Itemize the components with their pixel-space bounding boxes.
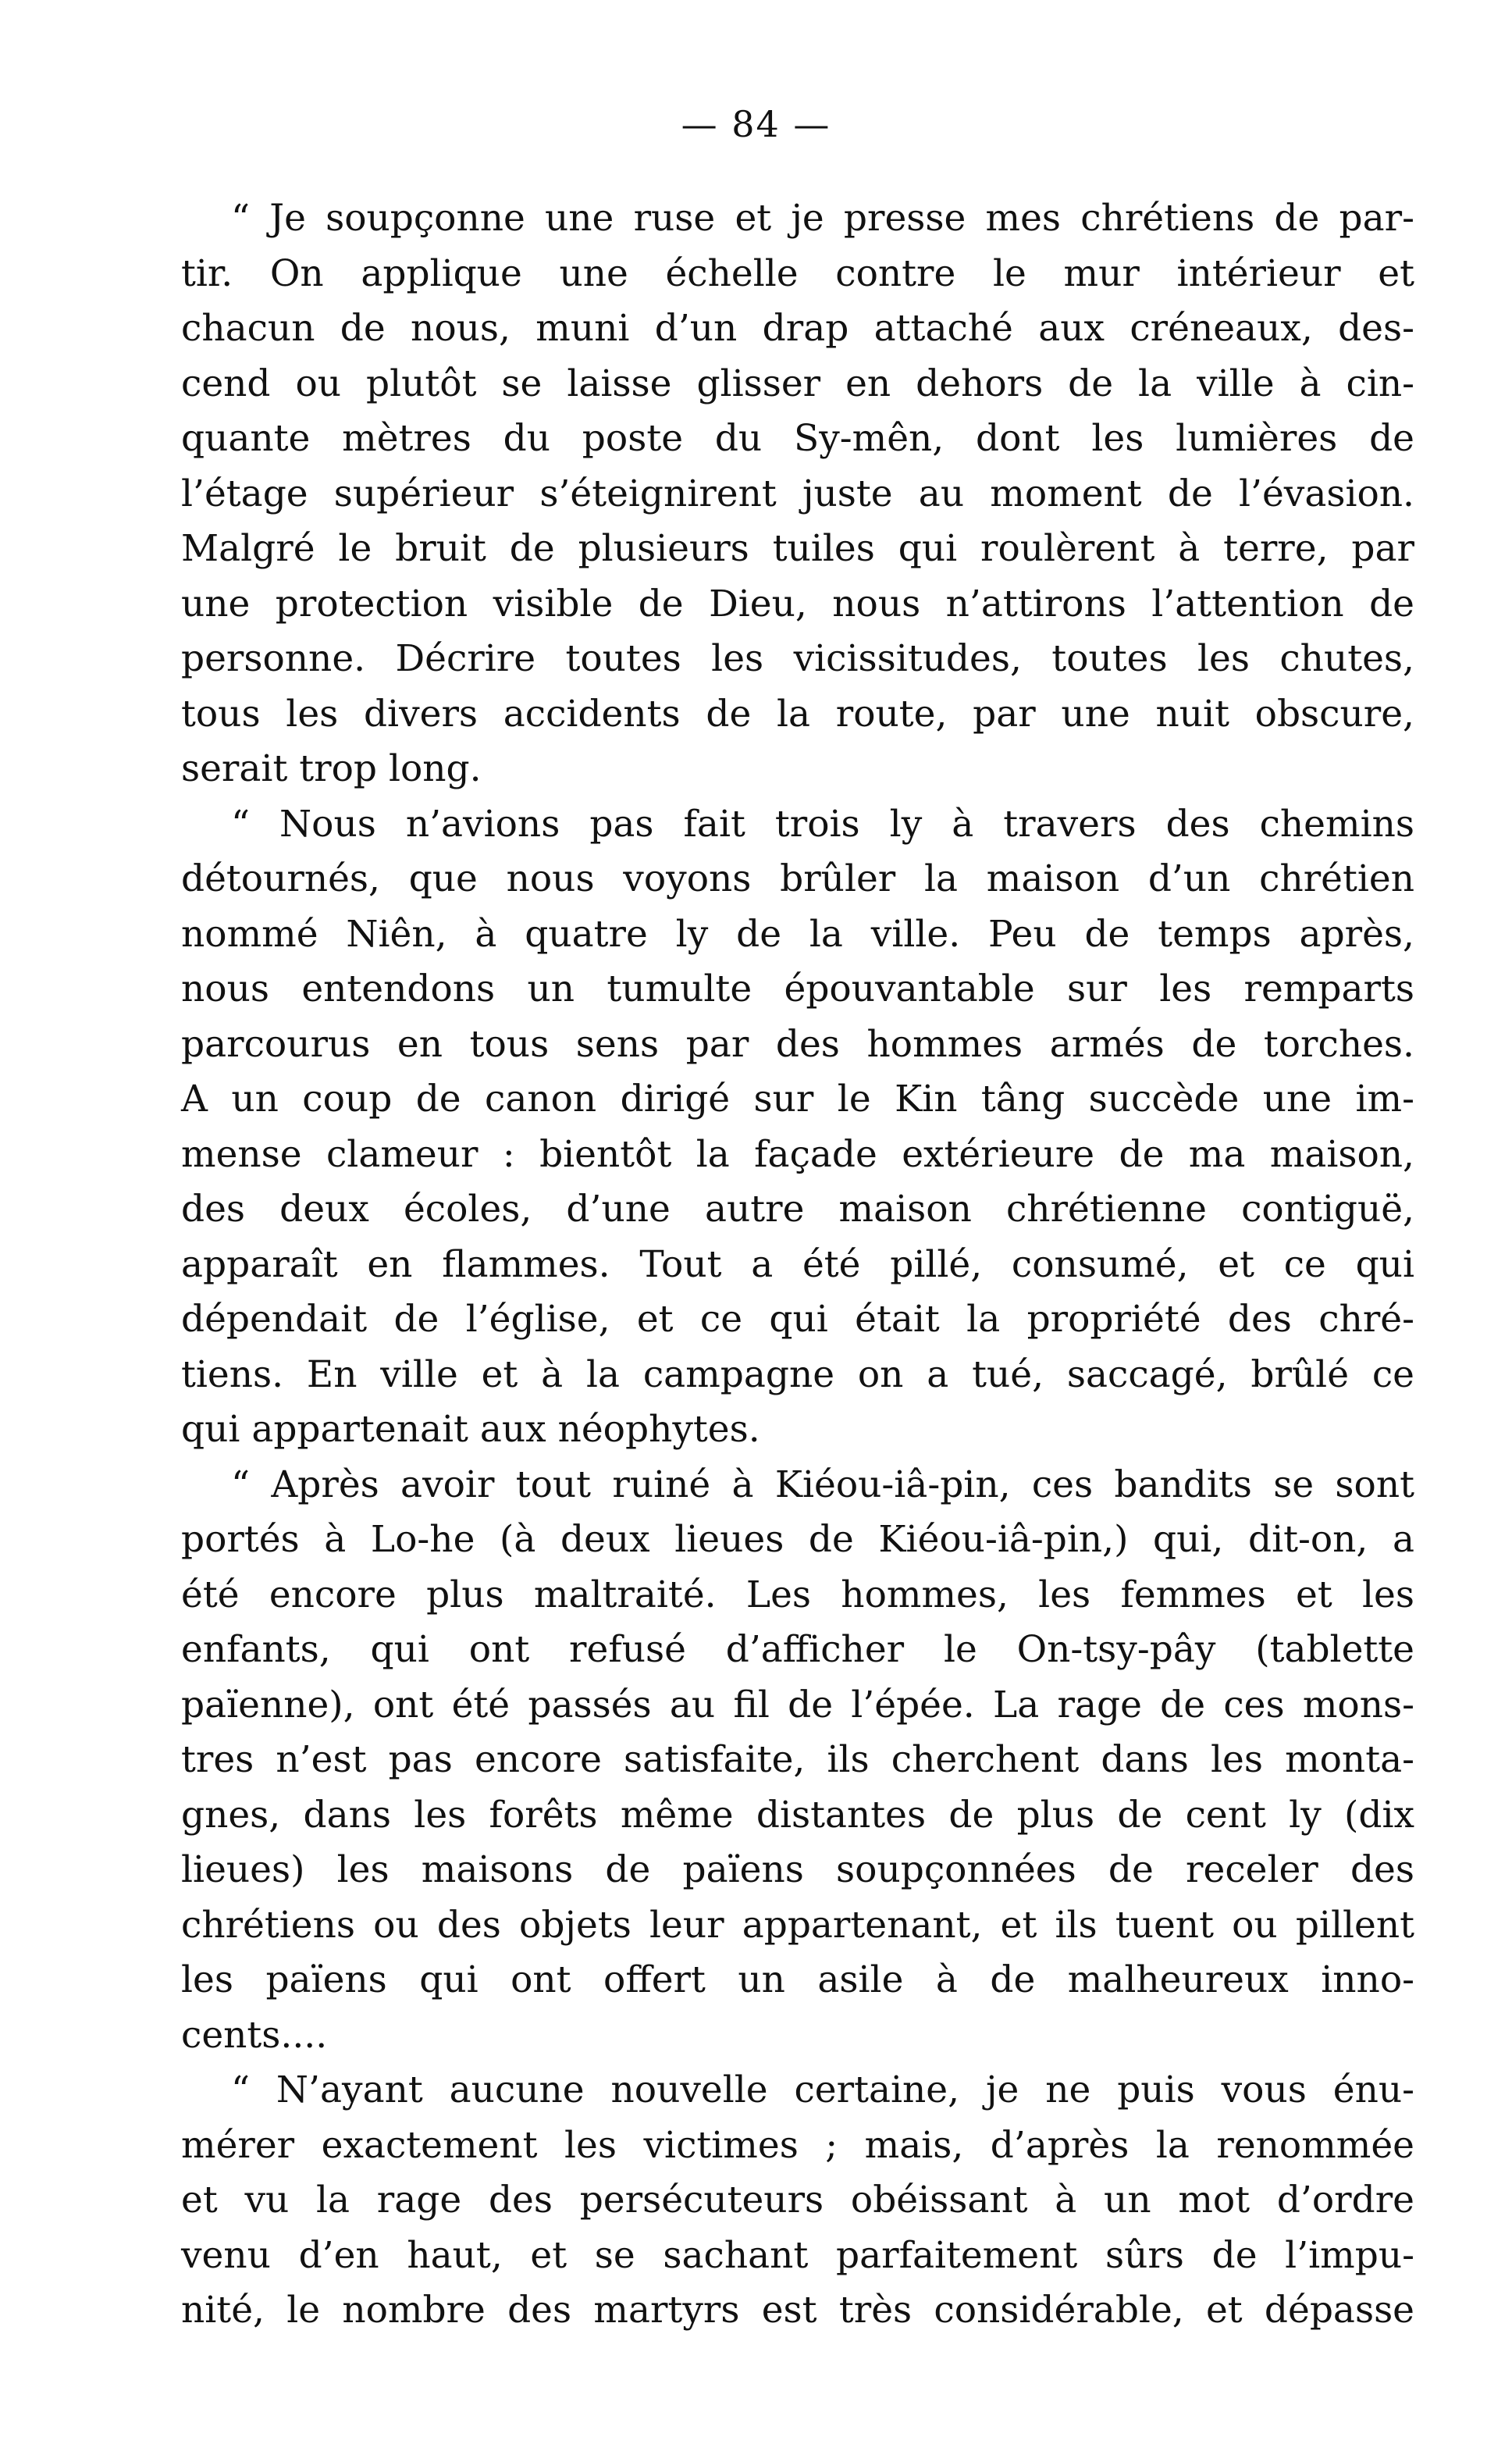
text-line: l’étage supérieur s’éteignirent juste au moment de l’évasion. (181, 472, 1414, 515)
text-line: “ Je soupçonne une ruse et je presse mes chrétiens de par- (231, 197, 1414, 240)
text-line: apparaît en flammes. Tout a été pillé, consumé, et ce qui (181, 1242, 1414, 1286)
text-line: détournés, que nous voyons brûler la maison d’un chrétien (181, 857, 1414, 900)
text-line: cend ou plutôt se laisse glisser en dehors de la ville à cin- (181, 362, 1414, 405)
text-line: chacun de nous, muni d’un drap attaché aux créneaux, des- (181, 307, 1414, 350)
text-line: païenne), ont été passés au fil de l’épée. La rage de ces mons- (181, 1683, 1414, 1726)
text-line: A un coup de canon dirigé sur le Kin tâng succède une im- (181, 1078, 1414, 1121)
text-line: lieues) les maisons de païens soupçonnées de receler des (181, 1848, 1414, 1891)
text-line: portés à Lo-he (à deux lieues de Kiéou-iâ-pin,) qui, dit-on, a (181, 1518, 1414, 1561)
text-line: nité, le nombre des martyrs est très considérable, et dépasse (181, 2289, 1414, 2332)
text-line: nous entendons un tumulte épouvantable sur les remparts (181, 967, 1414, 1010)
text-line: été encore plus maltraité. Les hommes, les femmes et les (181, 1573, 1414, 1616)
text-line: “ Après avoir tout ruiné à Kiéou-iâ-pin, ces bandits se sont (231, 1463, 1414, 1506)
text-line: des deux écoles, d’une autre maison chrétienne contiguë, (181, 1188, 1414, 1231)
text-line: tiens. En ville et à la campagne on a tué, saccagé, brûlé ce (181, 1352, 1414, 1396)
page-number: — 84 — (681, 103, 831, 145)
text-line: tous les divers accidents de la route, par une nuit obscure, (181, 692, 1414, 736)
text-line: une protection visible de Dieu, nous n’attirons l’attention de (181, 582, 1414, 625)
text-line: mérer exactement les victimes ; mais, d’après la renommée (181, 2123, 1414, 2167)
text-line: parcourus en tous sens par des hommes armés de torches. (181, 1022, 1414, 1066)
text-line: mense clameur : bientôt la façade extérieure de ma maison, (181, 1132, 1414, 1176)
text-line: chrétiens ou des objets leur appartenant, et ils tuent ou pillent (181, 1903, 1414, 1947)
body-text (181, 191, 1414, 2339)
text-line: “ Nous n’avions pas fait trois ly à travers des chemins (231, 802, 1414, 846)
text-line: cents.... (181, 2013, 328, 2057)
text-line: venu d’en haut, et se sachant parfaitement sûrs de l’impu- (181, 2233, 1414, 2277)
text-line: et vu la rage des persécuteurs obéissant à un mot d’ordre (181, 2179, 1414, 2222)
text-line: Malgré le bruit de plusieurs tuiles qui roulèrent à terre, par (181, 527, 1414, 570)
text-line: les païens qui ont offert un asile à de malheureux inno- (181, 1958, 1414, 2001)
text-line: tres n’est pas encore satisfaite, ils cherchent dans les monta- (181, 1738, 1414, 1781)
text-line: “ N’ayant aucune nouvelle certaine, je ne puis vous énu- (231, 2068, 1414, 2111)
text-line: gnes, dans les forêts même distantes de plus de cent ly (dix (181, 1793, 1414, 1837)
text-line: nommé Niên, à quatre ly de la ville. Peu de temps après, (181, 912, 1414, 956)
text-line: qui appartenait aux néophytes. (181, 1408, 760, 1451)
text-line: tir. On applique une échelle contre le mur intérieur et (181, 251, 1414, 295)
text-line: personne. Décrire toutes les vicissitudes, toutes les chutes, (181, 637, 1414, 680)
text-line: serait trop long. (181, 747, 482, 790)
text-line: enfants, qui ont refusé d’afficher le On-tsy-pây (tablette (181, 1628, 1414, 1671)
text-line: dépendait de l’église, et ce qui était la propriété des chré- (181, 1298, 1414, 1341)
text-line: quante mètres du poste du Sy-mên, dont les lumières de (181, 417, 1414, 460)
